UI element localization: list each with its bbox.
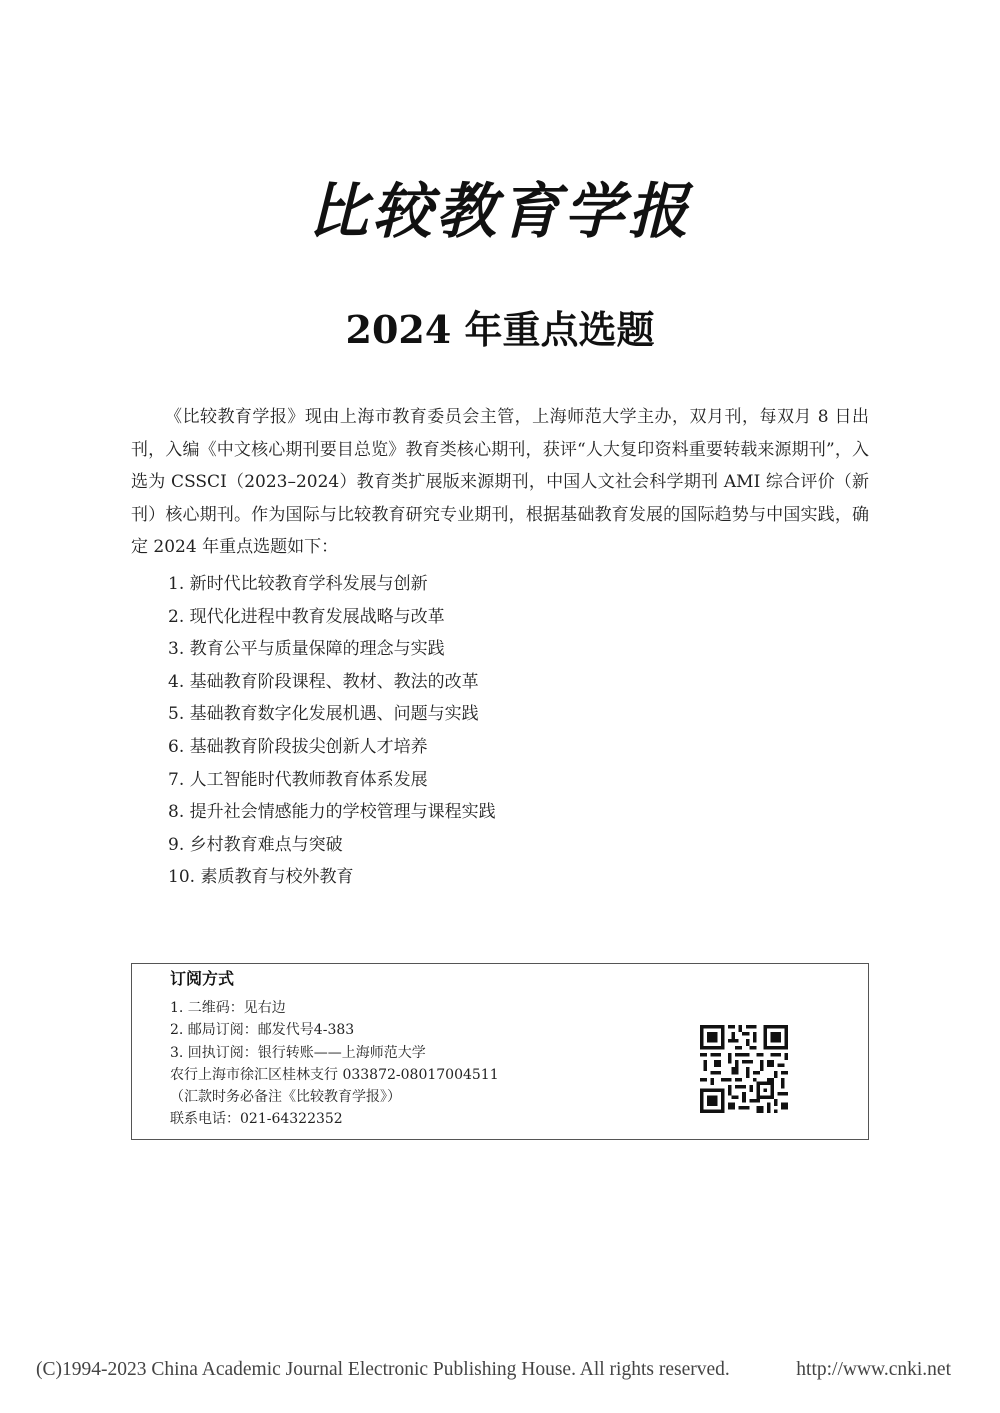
subscription-line: 1. 二维码：见右边 [170, 1000, 286, 1016]
subscription-line: 2. 邮局订阅：邮发代号4-383 [170, 1022, 355, 1039]
topic-item: 1. 新时代比较教育学科发展与创新 [168, 574, 428, 594]
topic-item: 3. 教育公平与质量保障的理念与实践 [168, 639, 445, 660]
subscription-line: 联系电话：021-64322352 [170, 1111, 343, 1128]
topic-item: 7. 人工智能时代教师教育体系发展 [168, 769, 428, 790]
cnki-link[interactable]: http://www.cnki.net [796, 1359, 951, 1380]
copyright-text: (C)1994-2023 China Academic Journal Electronic Publishing House. All rights reserved. [36, 1359, 730, 1380]
topic-item: 9. 乡村教育难点与突破 [168, 834, 343, 855]
subscription-box [131, 963, 869, 1140]
topic-item: 2. 现代化进程中教育发展战略与改革 [168, 606, 445, 627]
subscription-title: 订阅方式 [170, 969, 235, 988]
page-title: 2024 年重点选题 [345, 307, 655, 352]
subscription-line: 农行上海市徐汇区桂林支行 033872-08017004511 [170, 1066, 499, 1083]
topic-item: 4. 基础教育阶段课程、教材、教法的改革 [168, 671, 479, 692]
copyright-footer [36, 1356, 966, 1384]
qr-code-icon[interactable] [700, 1025, 788, 1113]
subscription-line: （汇款时务必备注《比较教育学报》） [170, 1089, 401, 1106]
topic-item: 10. 素质教育与校外教育 [168, 867, 354, 888]
intro-paragraph: 《比较教育学报》现由上海市教育委员会主管，上海师范大学主办，双月刊，每双月 8 日出刊，入编《中文核心期刊要目总览》教育类核心期刊，获评“人大复印资料重要转载来源期刊”，入选为 CSSCI（2023–2024）教育类扩展版来源期刊，中国人文社会科学期刊 AMI 综合评价（新刊）核心期刊。作为国际与比较教育研究专业期刊，根据基础教育发展的国际趋势与中国实践，确定 2024 年重点选题如下： [131, 407, 869, 558]
topic-list [168, 568, 496, 894]
journal-masthead: 比较教育学报 [308, 177, 692, 247]
topic-item: 6. 基础教育阶段拔尖创新人才培养 [168, 736, 428, 757]
subscription-line: 3. 回执订阅：银行转账——上海师范大学 [170, 1044, 426, 1061]
subscription-lines [170, 997, 499, 1131]
topic-item: 5. 基础教育数字化发展机遇、问题与实践 [168, 704, 479, 725]
topic-item: 8. 提升社会情感能力的学校管理与课程实践 [168, 802, 496, 823]
